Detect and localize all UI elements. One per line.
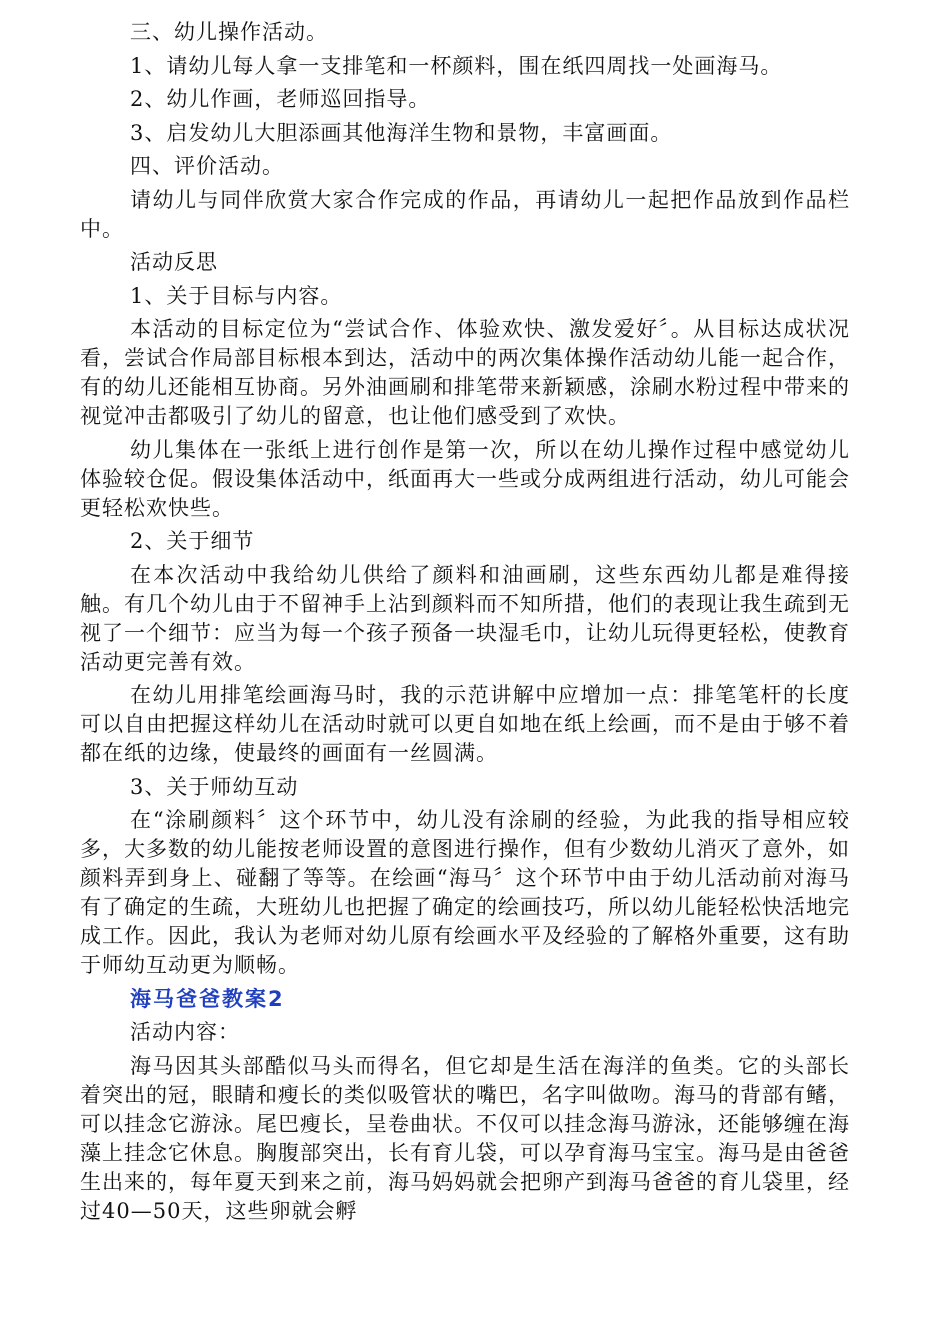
reflection-interaction-paragraph: 在“涂刷颜料〞这个环节中，幼儿没有涂刷的经验，为此我的指导相应较多，大多数的幼儿能按老师设置的意图进行操作，但有少数幼儿消灭了意外，如颜料弄到身上、碰翻了等等。在绘画“海马〞这个环节中由于幼儿活动前对海马有了确定的生疏，大班幼儿也把握了确定的绘画技巧，所以幼儿能轻松快活地完成工作。因此，我认为老师对幼儿原有绘画水平及经验的了解格外重要，这有助于师幼互动更为顺畅。 [80,808,850,977]
activity-content-label: 活动内容： [130,1020,240,1044]
reflection-goal-paragraph: 本活动的目标定位为“尝试合作、体验欢快、激发爱好〞。从目标达成状况看，尝试合作局部目标根本到达，活动中的两次集体操作活动幼儿能一起合作，有的幼儿还能相互协商。另外油画刷和排笔带来新颖感，涂刷水粉过程中带来的视觉冲击都吸引了幼儿的留意，也让他们感受到了欢快。 [80,317,850,428]
reflection-detail-paragraph-2: 在幼儿用排笔绘画海马时，我的示范讲解中应增加一点：排笔笔杆的长度可以自由把握这样幼儿在活动时就可以更自如地在纸上绘画，而不是由于够不着都在纸的边缘，使最终的画面有一丝圆满。 [80,683,850,765]
reflection-detail-heading: 2、关于细节 [130,529,255,553]
reflection-detail-paragraph-1: 在本次活动中我给幼儿供给了颜料和油画刷，这些东西幼儿都是难得接触。有几个幼儿由于不留神手上沾到颜料而不知所措，他们的表现让我生疏到无视了一个细节：应当为每一个孩子预备一块湿毛巾，让幼儿玩得更轻松，使教育活动更完善有效。 [80,562,850,674]
reflection-heading: 活动反思 [130,250,218,274]
reflection-interaction-heading: 3、关于师幼互动 [130,774,299,799]
step-item-1: 1、请幼儿每人拿一支排笔和一杯颜料，围在纸四周找一处画海马。 [130,53,783,78]
step-heading-evaluation: 四、评价活动。 [130,154,284,178]
document-page [80,18,850,1230]
evaluation-paragraph: 请幼儿与同伴欣赏大家合作完成的作品，再请幼儿一起把作品放到作品栏中。 [80,187,850,241]
reflection-goal-heading: 1、关于目标与内容。 [130,283,343,308]
lesson-plan-2-heading: 海马爸爸教案2 [130,986,285,1011]
step-heading-operation: 三、幼儿操作活动。 [130,20,328,44]
activity-content-paragraph: 海马因其头部酷似马头而得名，但它却是生活在海洋的鱼类。它的头部长着突出的冠，眼睛和瘦长的类似吸管状的嘴巴，名字叫做吻。海马的背部有鳍，可以挂念它游泳。尾巴瘦长，呈卷曲状。不仅可以挂念海马游泳，还能够缠在海藻上挂念它休息。胸腹部突出，长有育儿袋，可以孕育海马宝宝。海马是由爸爸生出来的，每年夏天到来之前，海马妈妈就会把卵产到海马爸爸的育儿袋里，经过40—50天，这些卵就会孵 [80,1053,850,1223]
step-item-3: 3、启发幼儿大胆添画其他海洋生物和景物，丰富画面。 [130,120,673,145]
reflection-group-paragraph: 幼儿集体在一张纸上进行创作是第一次，所以在幼儿操作过程中感觉幼儿体验较仓促。假设集体活动中，纸面再大一些或分成两组进行活动，幼儿可能会更轻松欢快些。 [80,437,850,520]
step-item-2: 2、幼儿作画，老师巡回指导。 [130,87,431,111]
